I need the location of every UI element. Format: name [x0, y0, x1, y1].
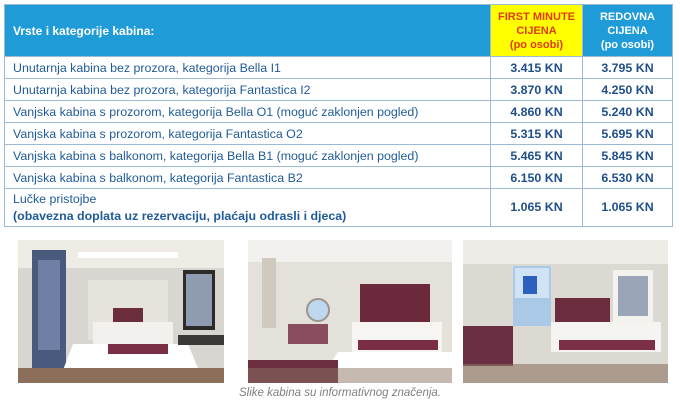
price-table	[4, 4, 673, 227]
regular-price: 1.065 KN	[583, 189, 673, 227]
port-fees-note: (obavezna doplata uz rezervaciju, plaćaju odrasli i djeca)	[13, 208, 347, 223]
cabin-name: Vanjska kabina s balkonom, kategorija Fantastica B2	[5, 167, 491, 189]
cabin-name: Vanjska kabina s prozorom, kategorija Fantastica O2	[5, 123, 491, 145]
cabin-photos	[18, 240, 668, 383]
table-row	[5, 123, 673, 145]
cabin-name: Vanjska kabina s balkonom, kategorija Bella B1 (moguć zaklonjen pogled)	[5, 145, 491, 167]
regular-price: 6.530 KN	[583, 167, 673, 189]
cabin-photo-oceanview	[248, 240, 452, 383]
regular-price: 5.695 KN	[583, 123, 673, 145]
first-minute-price: 5.465 KN	[491, 145, 583, 167]
cabin-name: Unutarnja kabina bez prozora, kategorija Bella I1	[5, 57, 491, 79]
first-minute-price: 6.150 KN	[491, 167, 583, 189]
header-first-minute-line2: CIJENA	[516, 24, 557, 37]
table-row	[5, 57, 673, 79]
table-row-port-fees	[5, 189, 673, 227]
table-row	[5, 145, 673, 167]
table-row	[5, 79, 673, 101]
regular-price: 5.240 KN	[583, 101, 673, 123]
port-fees-name: Lučke pristojbe	[13, 191, 97, 206]
header-cabin-type: Vrste i kategorije kabina:	[5, 5, 491, 57]
table-row	[5, 167, 673, 189]
regular-price: 5.845 KN	[583, 145, 673, 167]
table-header-row	[5, 5, 673, 57]
header-regular-line2: CIJENA	[607, 24, 648, 37]
port-fees-cell	[5, 189, 491, 227]
first-minute-price: 3.870 KN	[491, 79, 583, 101]
header-regular-line3: (po osobi)	[600, 38, 655, 51]
header-regular-price	[583, 5, 673, 57]
cabin-name: Unutarnja kabina bez prozora, kategorija Fantastica I2	[5, 79, 491, 101]
cabin-name: Vanjska kabina s prozorom, kategorija Bella O1 (moguć zaklonjen pogled)	[5, 101, 491, 123]
header-regular-line1: REDOVNA	[599, 10, 655, 23]
cabin-photo-interior	[18, 240, 224, 383]
header-first-minute-price	[491, 5, 583, 57]
header-first-minute-line3: (po osobi)	[509, 38, 564, 51]
photos-caption: Slike kabina su informativnog značenja.	[238, 387, 441, 399]
regular-price: 3.795 KN	[583, 57, 673, 79]
first-minute-price: 1.065 KN	[491, 189, 583, 227]
cabin-photo-balcony	[463, 240, 668, 383]
first-minute-price: 3.415 KN	[491, 57, 583, 79]
table-row	[5, 101, 673, 123]
first-minute-price: 5.315 KN	[491, 123, 583, 145]
header-first-minute-line1: FIRST MINUTE	[498, 10, 575, 23]
regular-price: 4.250 KN	[583, 79, 673, 101]
first-minute-price: 4.860 KN	[491, 101, 583, 123]
